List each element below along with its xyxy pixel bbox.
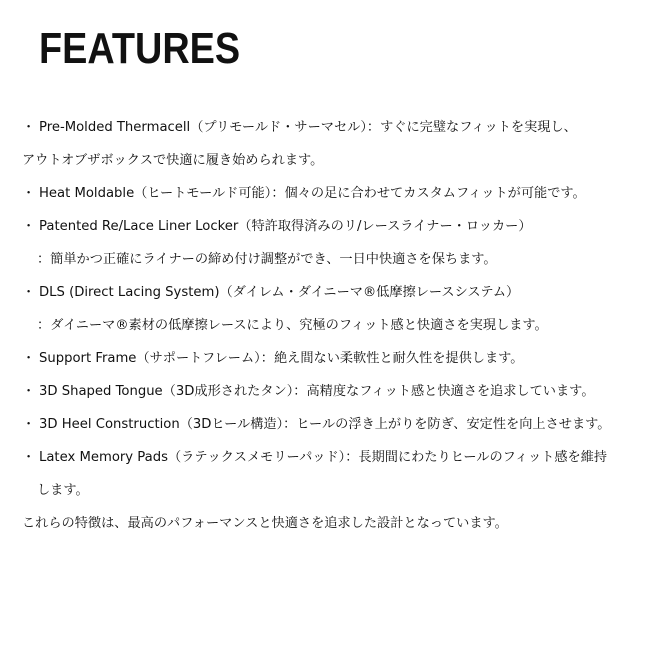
feature-text: Heat Moldable（ヒートモールド可能）：個々の足に合わせてカスタムフィットが可能です。 <box>39 186 586 201</box>
feature-text: DLS (Direct Lacing System)（ダイレム・ダイニーマ®低摩擦レースシステム） <box>39 285 520 300</box>
feature-item-pre-molded-thermacell <box>22 118 577 138</box>
bullet-mark: ・ <box>22 417 36 432</box>
bullet-mark: ・ <box>22 120 36 135</box>
bullet-mark: ・ <box>22 285 36 300</box>
bullet-mark: ・ <box>22 384 36 399</box>
feature-item-3d-heel-construction <box>22 415 610 435</box>
summary-text: これらの特徴は、最高のパフォーマンスと快適さを追求した設計となっています。 <box>22 516 508 531</box>
bullet-mark: ・ <box>22 351 36 366</box>
feature-text: 3D Shaped Tongue（3D成形されたタン）：高精度なフィット感と快適さを追求しています。 <box>39 384 595 399</box>
feature-text: Latex Memory Pads（ラテックスメモリーパッド）：長期間にわたりヒールのフィット感を維持 <box>39 450 608 465</box>
feature-item-latex-memory-pads <box>22 448 607 468</box>
feature-text: Patented Re/Lace Liner Locker（特許取得済みのリ/レースライナー・ロッカー） <box>39 219 532 234</box>
feature-text: します。 <box>37 483 89 498</box>
feature-item-dls <box>22 283 519 303</box>
feature-item-3d-shaped-tongue <box>22 382 595 402</box>
feature-item-heat-moldable <box>22 184 586 204</box>
feature-continuation <box>22 151 323 171</box>
page-title: FEATURES <box>39 24 241 73</box>
bullet-mark: ・ <box>22 219 36 234</box>
bullet-mark: ・ <box>22 450 36 465</box>
features-summary <box>22 514 508 534</box>
feature-text: Pre-Molded Thermacell（プリモールド・サーマセル）：すぐに完璧なフィットを実現し、 <box>39 120 577 135</box>
feature-text: アウトオブザボックスで快適に履き始められます。 <box>22 153 324 168</box>
feature-text: Support Frame（サポートフレーム）：絶え間ない柔軟性と耐久性を提供します。 <box>39 351 524 366</box>
feature-description <box>37 316 548 336</box>
bullet-mark: ・ <box>22 186 36 201</box>
feature-text: ：ダイニーマ®素材の低摩擦レースにより、究極のフィット感と快適さを実現します。 <box>37 318 548 333</box>
feature-description <box>37 250 497 270</box>
feature-continuation <box>37 481 89 501</box>
feature-text: ：簡単かつ正確にライナーの締め付け調整ができ、一日中快適さを保ちます。 <box>37 252 497 267</box>
feature-text: 3D Heel Construction（3Dヒール構造）：ヒールの浮き上がりを防ぎ、安定性を向上させます。 <box>39 417 611 432</box>
feature-item-liner-locker <box>22 217 532 237</box>
feature-item-support-frame <box>22 349 523 369</box>
